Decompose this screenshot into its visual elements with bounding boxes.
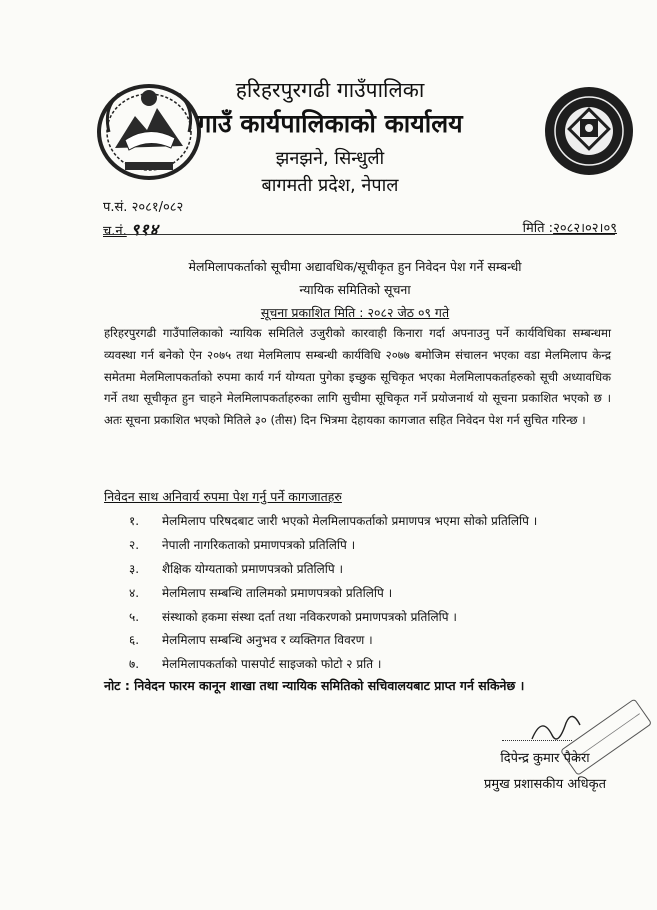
list-item: ६. मेलमिलाप सम्बन्धि अनुभव र व्यक्तिगत विवरण । xyxy=(129,633,373,647)
date-label: मिति : xyxy=(522,221,554,236)
header-divider xyxy=(103,234,615,235)
subject-line-2: न्यायिक समितिको सूचना xyxy=(299,282,411,297)
cn-value: ९१४ xyxy=(130,220,159,239)
list-item: १. मेलमिलाप परिषदबाट जारी भएको मेलमिलापकर्ताको प्रमाणपत्र भएमा सोको प्रतिलिपि । xyxy=(129,514,538,528)
list-item: ७. मेलमिलापकर्ताको पासपोर्ट साइजको फोटो २ प्रति । xyxy=(129,657,382,671)
notice-body: हरिहरपुरगढी गाउँपालिकाको न्यायिक समितिले उजुरीको कारवाही किनारा गर्दा अपनाउनु पर्ने कार्यविधिका सम्बन्धमा व्यवस्था गर्न बनेको ऐन २०७५ तथा मेलमिलाप सम्बन्धी कार्यविधि २०७७ बमोजिम संचालन भएका वडा मेलमिलाप केन्द्र समेतमा मेलमिलापकर्ताको रुपमा कार्य गर्न योग्यता पुगेका इच्छुक सूचिकृत भएका मेलमिलापकर्ताहरुको सूची अध्यावधिक गर्ने तथा सूचीकृत हुन चाहने मेलमिलापकर्ताहरुका लागि सुचीमा सूचिकृत गर्ने प्रयोजनार्थ यो सूचना प्रकाशित भएको छ । अतः सूचना प्रकाशित भएको मितिले ३० (तीस) दिन भित्रमा देहायका कागजात सहित निवेदन पेश गर्न सुचित गरिन्छ । xyxy=(104,326,611,428)
published-date xyxy=(120,304,590,321)
subject-line-1: मेलमिलापकर्ताको सूचीमा अद्यावधिक/सूचीकृत हुन निवेदन पेश गर्ने सम्बन्धी xyxy=(188,259,522,274)
signatory-title: प्रमुख प्रशासकीय अधिकृत xyxy=(483,777,607,792)
list-item: ५. संस्थाको हकमा संस्था दर्ता तथा नविकरणको प्रमाणपत्रको प्रतिलिपि । xyxy=(129,610,457,624)
ps-value: २०८१/०८२ xyxy=(131,200,184,215)
ps-number xyxy=(103,197,183,215)
cn-label: च.नं. xyxy=(103,224,127,239)
municipality-seal-icon xyxy=(543,85,635,177)
office-title: गाउँ कार्यपालिकाको कार्यालय xyxy=(197,109,463,138)
office-place: झनझने, सिन्धुली xyxy=(275,148,385,169)
list-item: ३. शैक्षिक योग्यताको प्रमाणपत्रको प्रतिलिपि । xyxy=(129,562,344,576)
signature-line xyxy=(502,740,572,741)
signatory-name: दिपेन्द्र कुमार पैकेरा xyxy=(500,751,590,766)
documents-heading: निवेदन साथ अनिवार्य रुपमा पेश गर्नु पर्ने कागजातहरु xyxy=(104,489,342,504)
list-item: २. नेपाली नागरिकताको प्रमाणपत्रको प्रतिलिपि । xyxy=(129,538,356,552)
ps-label: प.सं. xyxy=(103,200,128,215)
list-item: ४. मेलमिलाप सम्बन्धि तालिमको प्रमाणपत्रको प्रतिलिपि । xyxy=(129,586,393,600)
cn-number xyxy=(103,218,159,240)
municipality-name: हरिहरपुरगढी गाउँपालिका xyxy=(235,78,425,102)
date-value: २०८२।०२।०९ xyxy=(553,221,617,236)
published-label: सूचना प्रकाशित मिति : xyxy=(260,305,364,320)
published-value: २०८२ जेठ ०९ गते xyxy=(367,305,450,320)
note-text: नोट : निवेदन फारम कानून शाखा तथा न्यायिक समितिको सचिवालयबाट प्राप्त गर्न सकिनेछ । xyxy=(104,678,525,693)
office-province: बागमती प्रदेश, नेपाल xyxy=(261,175,399,196)
